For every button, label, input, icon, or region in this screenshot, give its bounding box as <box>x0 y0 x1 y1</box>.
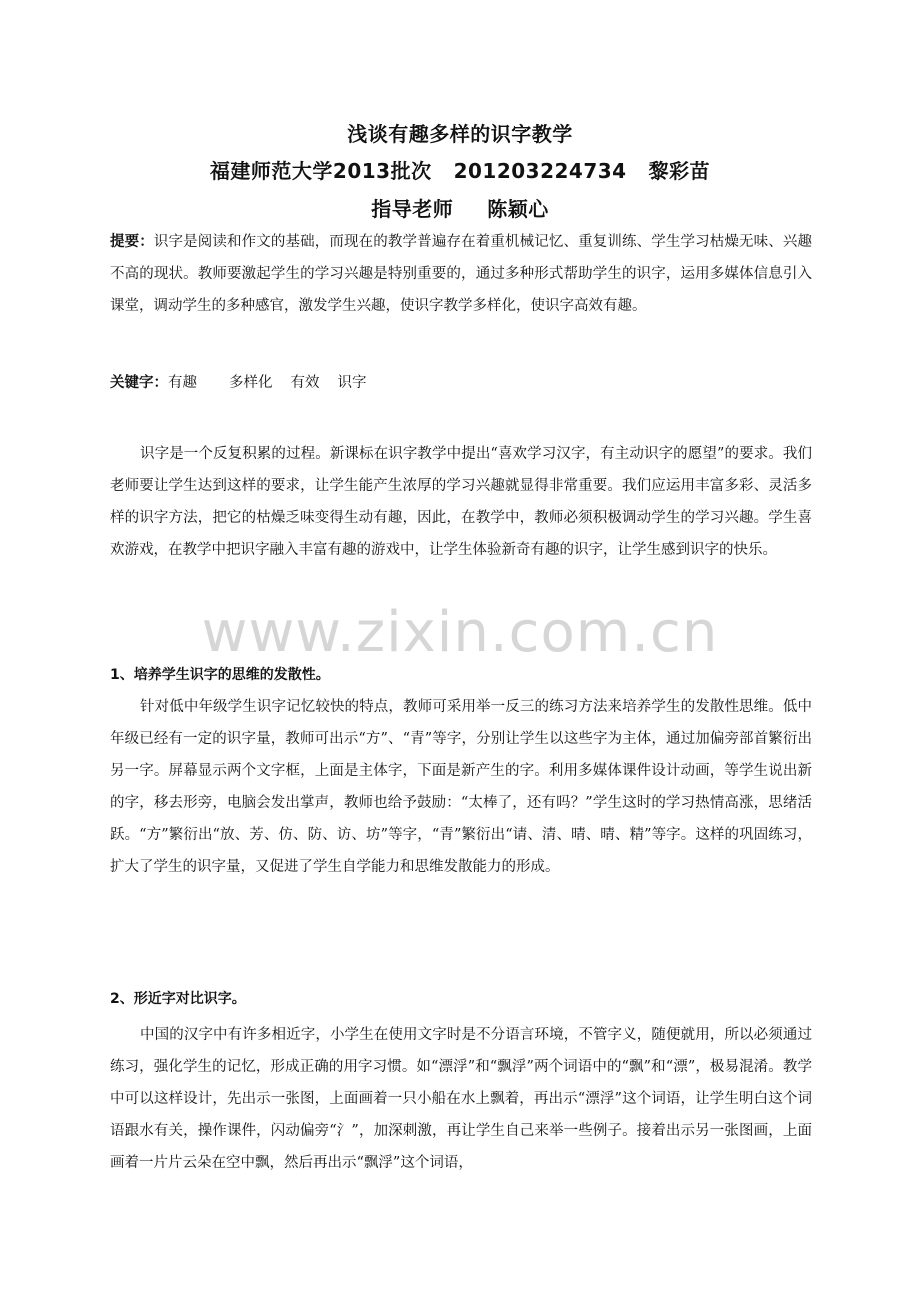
section1-paragraph: 针对低中年级学生识字记忆较快的特点，教师可采用举一反三的练习方法来培养学生的发散性思维。低中年级已经有一定的识字量，教师可出示“方”、“青”等字，分别让学生以这些字为主体，通过加偏旁部首繁衍出另一字。屏幕显示两个文字框，上面是主体字，下面是新产生的字。利用多媒体课件设计动画，等学生说出新的字，移去形旁，电脑会发出掌声，教师也给予鼓励：“太棒了，还有吗？”学生这时的学习热情高涨，思绪活跃。“方”繁衍出“放、芳、仿、防、访、坊”等字，“青”繁衍出“请、清、晴、晴、精”等字。这样的巩固练习，扩大了学生的识字量，又促进了学生自学能力和思维发散能力的形成。 <box>110 699 812 875</box>
author-line <box>0 155 920 184</box>
advisor-name: 陈颖心 <box>487 197 549 221</box>
keywords <box>110 367 812 399</box>
abstract-text: 识字是阅读和作文的基础，而现在的教学普遍存在着重机械记忆、重复训练、学生学习枯燥无味、兴趣不高的现状。教师要激起学生的学习兴趣是特别重要的，通过多种形式帮助学生的识字，运用多媒体信息引入课堂，调动学生的多种感官，激发学生兴趣，使识字教学多样化，使识字高效有趣。 <box>110 234 813 314</box>
author-org: 福建师范大学2013批次 <box>209 159 432 183</box>
keywords-label: 关键字： <box>110 375 168 391</box>
abstract <box>110 226 812 322</box>
author-id: 201203224734 <box>453 159 627 183</box>
keyword-item: 识字 <box>337 375 367 391</box>
section1-heading: 1、培养学生识字的思维的发散性。 <box>110 667 330 683</box>
abstract-label: 提要： <box>110 234 154 250</box>
advisor-line <box>0 193 920 222</box>
watermark: www.zixin.com.cn <box>201 600 719 665</box>
author-name: 黎彩苗 <box>648 159 711 183</box>
keyword-item: 多样化 <box>229 375 273 391</box>
advisor-label: 指导老师 <box>371 197 454 221</box>
section2-heading: 2、形近字对比识字。 <box>110 991 246 1007</box>
intro-paragraph: 识字是一个反复积累的过程。新课标在识字教学中提出“喜欢学习汉字，有主动识字的愿望”的要求。我们老师要让学生达到这样的要求，让学生能产生浓厚的学习兴趣就显得非常重要。我们应运用丰富多彩、灵活多样的识字方法，把它的枯燥乏味变得生动有趣，因此，在教学中，教师必须积极调动学生的学习兴趣。学生喜欢游戏，在教学中把识字融入丰富有趣的游戏中，让学生体验新奇有趣的识字，让学生感到识字的快乐。 <box>110 446 812 558</box>
keyword-item: 有效 <box>290 375 320 391</box>
keyword-item: 有趣 <box>168 375 197 391</box>
paper-title: 浅谈有趣多样的识字教学 <box>347 122 573 146</box>
section2-paragraph: 中国的汉字中有许多相近字，小学生在使用文字时是不分语言环境，不管字义，随便就用，所以必须通过练习，强化学生的记忆，形成正确的用字习惯。如“漂浮”和“飘浮”两个词语中的“飘”和“漂”，极易混淆。教学中可以这样设计，先出示一张图，上面画着一只小船在水上飘着，再出示“漂浮”这个词语，让学生明白这个词语跟水有关，操作课件，闪动偏旁“氵”，加深刺激，再让学生自己来举一些例子。接着出示另一张图画，上面画着一片片云朵在空中飘，然后再出示“飘浮”这个词语， <box>110 1027 812 1171</box>
